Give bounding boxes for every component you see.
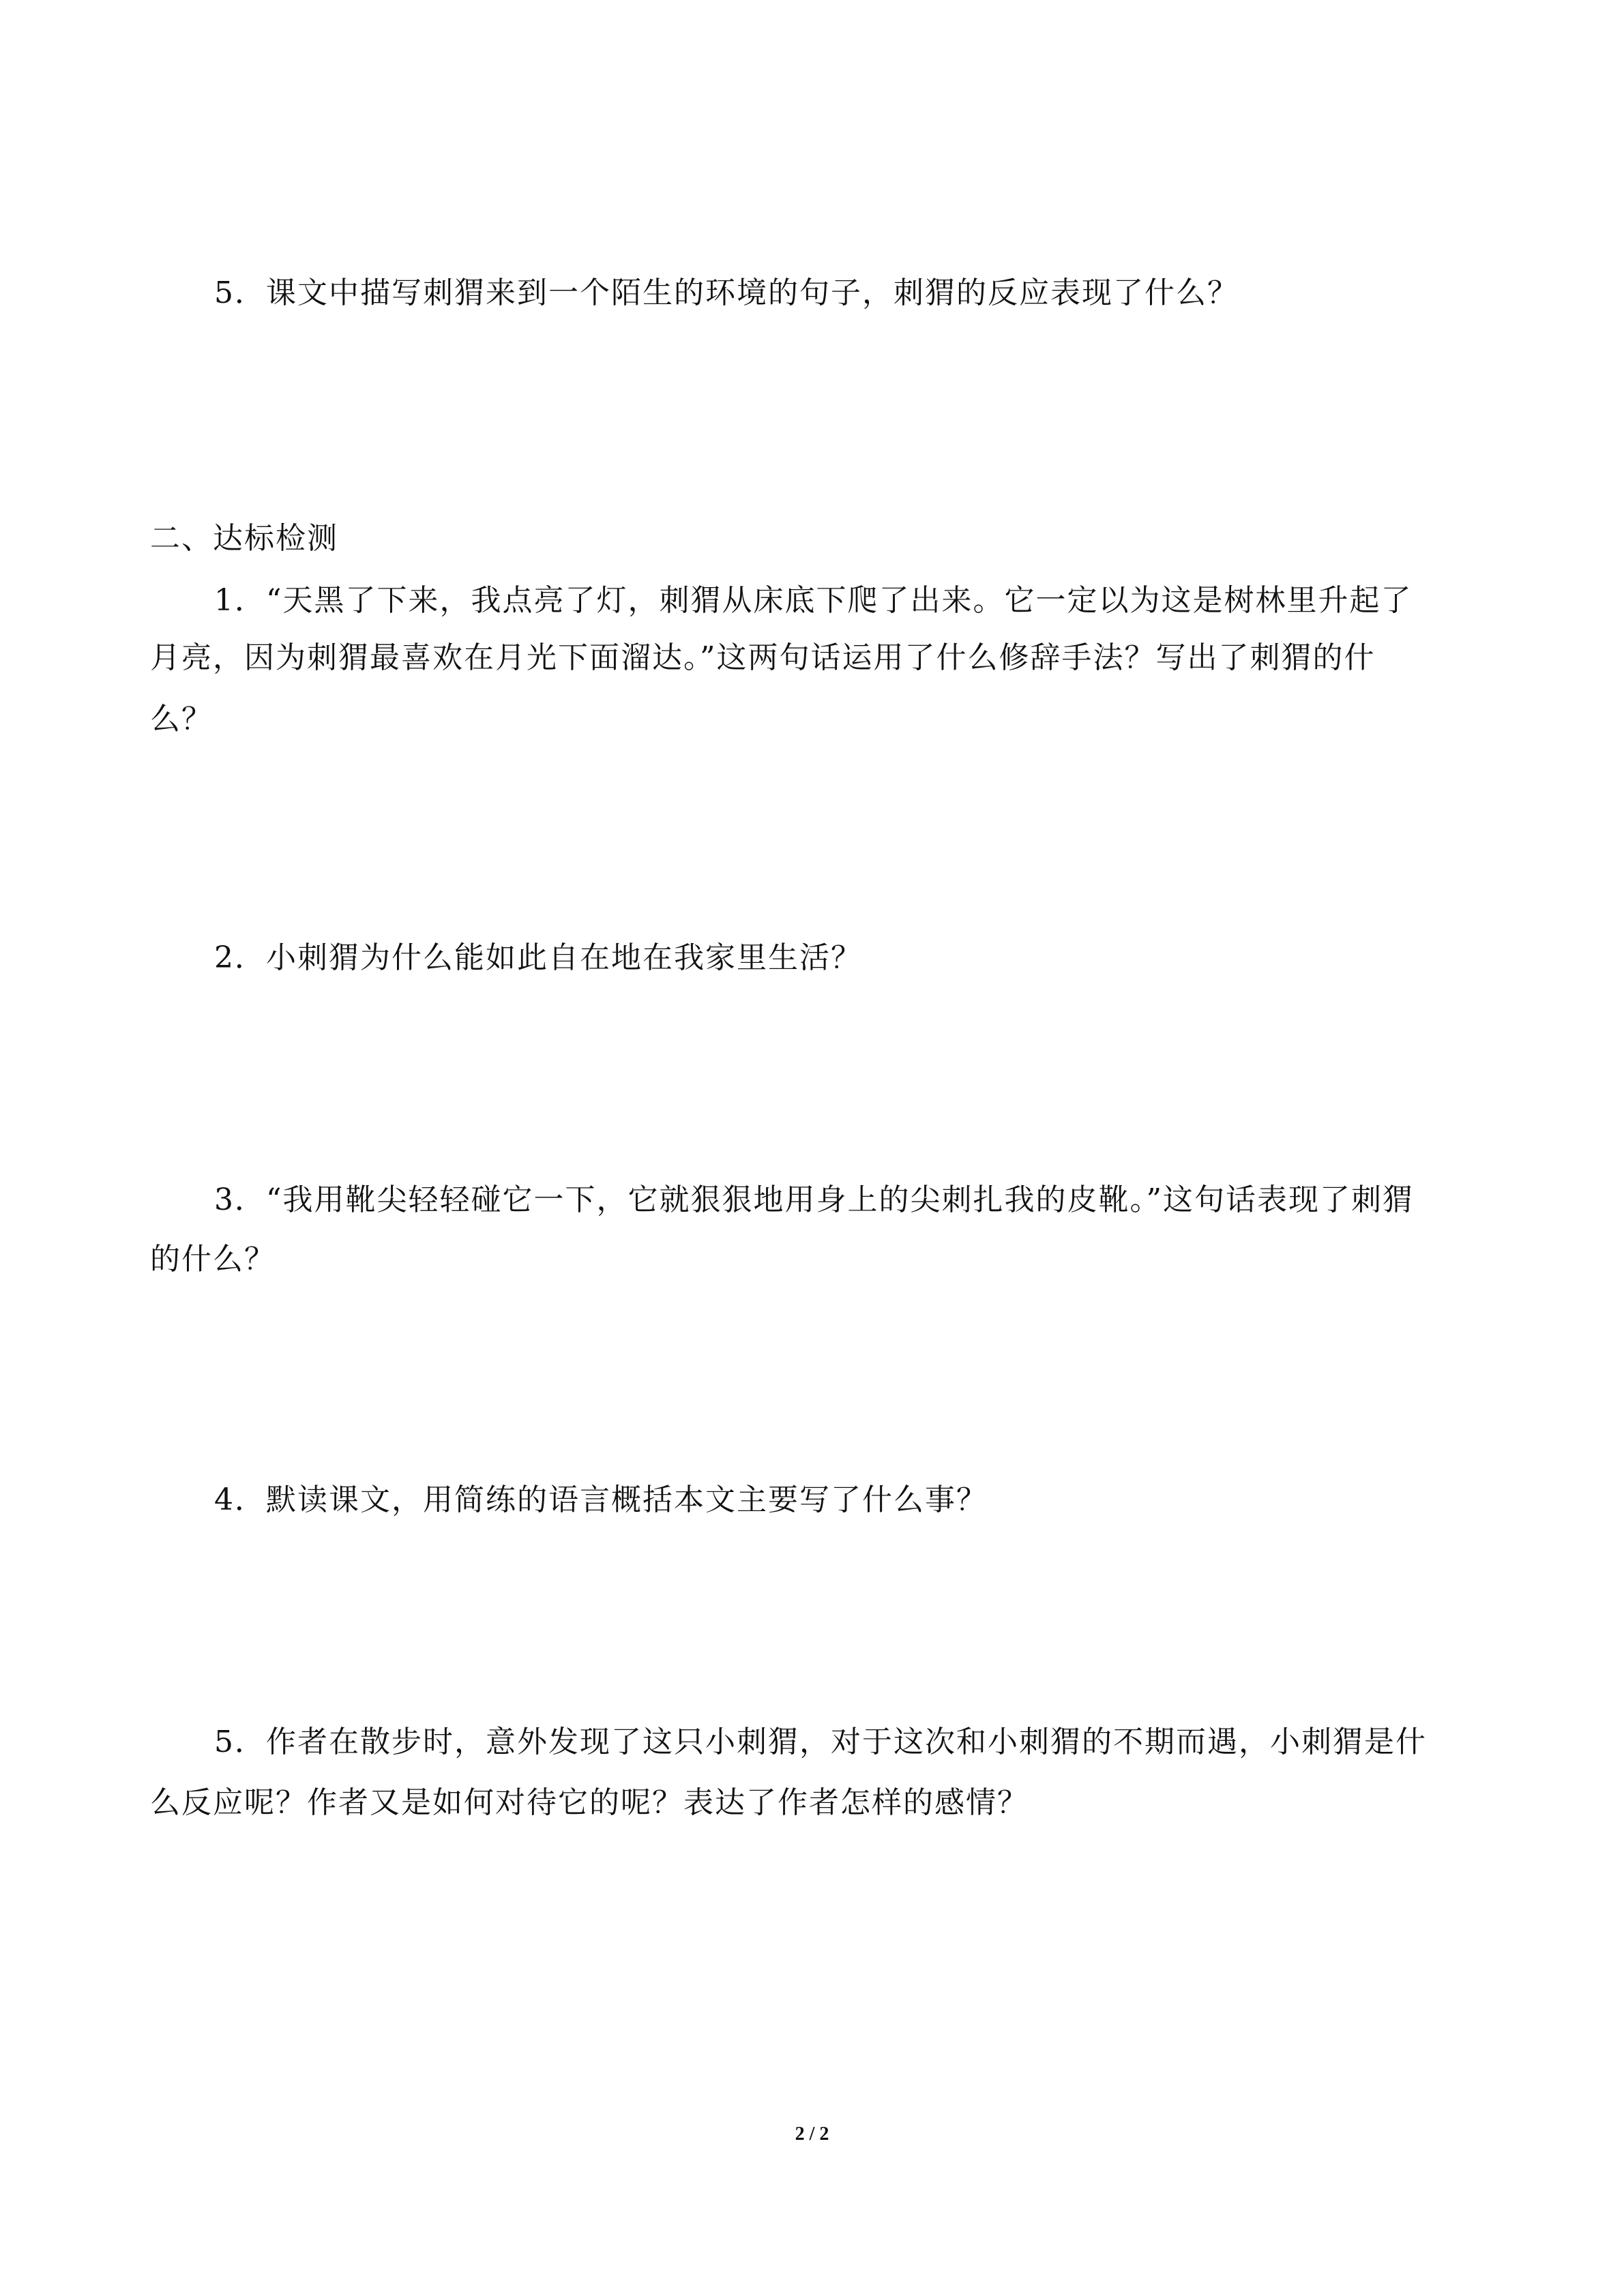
- question-3-line-1: 3．“我用靴尖轻轻碰它一下，它就狠狠地用身上的尖刺扎我的皮靴。”这句话表现了刺猬: [214, 1182, 1414, 1217]
- question-2: 2．小刺猬为什么能如此自在地在我家里生活？: [214, 940, 862, 975]
- question-4: 4．默读课文，用简练的语言概括本文主要写了什么事？: [214, 1482, 988, 1517]
- question-prev-5: 5．课文中描写刺猬来到一个陌生的环境的句子，刺猬的反应表现了什么？: [214, 275, 1239, 310]
- page-number: 2 / 2: [795, 2123, 829, 2145]
- question-1-line-2: 月亮，因为刺猬最喜欢在月光下面溜达。”这两句话运用了什么修辞手法？写出了刺猬的什: [150, 640, 1376, 675]
- question-5-line-2: 么反应呢？作者又是如何对待它的呢？表达了作者怎样的感情？: [150, 1785, 1029, 1820]
- section-title: 二、达标检测: [150, 521, 338, 556]
- question-5-line-1: 5．作者在散步时，意外发现了这只小刺猬，对于这次和小刺猬的不期而遇，小刺猬是什: [214, 1725, 1427, 1759]
- question-1-line-1: 1．“天黑了下来，我点亮了灯，刺猬从床底下爬了出来。它一定以为这是树林里升起了: [214, 583, 1413, 618]
- question-1-line-3: 么？: [150, 702, 213, 736]
- question-3-line-2: 的什么？: [150, 1242, 276, 1277]
